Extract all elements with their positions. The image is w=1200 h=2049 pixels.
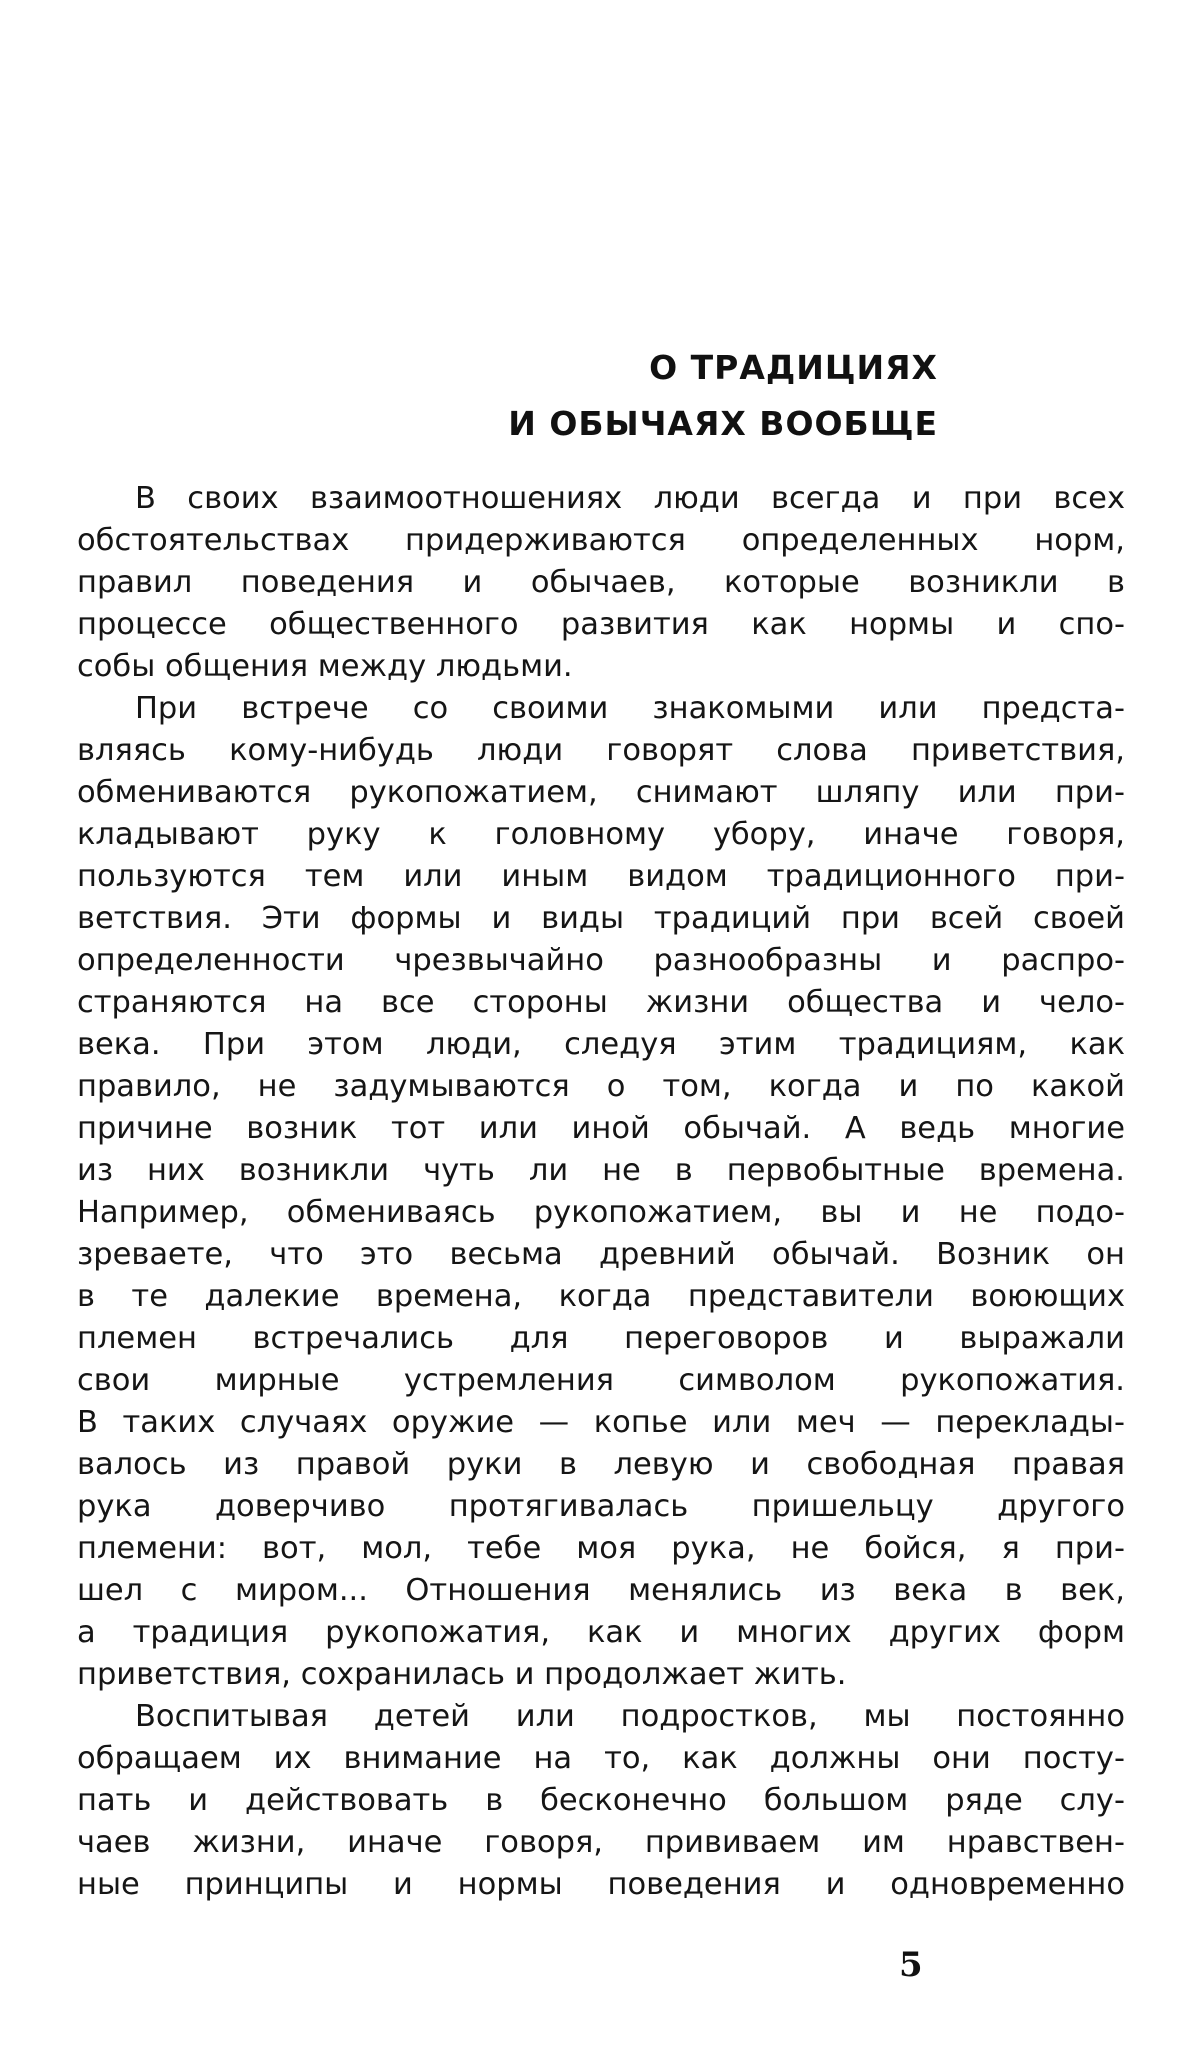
text-line: правило, не задумываются о том, когда и по какой: [77, 1069, 1125, 1104]
text-line: определенности чрезвычайно разнообразны и распро-: [77, 943, 1125, 978]
text-line: вляясь кому-нибудь люди говорят слова приветствия,: [77, 733, 1125, 768]
paragraph-1: [77, 478, 1125, 688]
text-line: обмениваются рукопожатием, снимают шляпу или при-: [77, 775, 1125, 810]
text-line: обращаем их внимание на то, как должны они посту-: [77, 1741, 1125, 1776]
text-line: ветствия. Эти формы и виды традиций при всей своей: [77, 901, 1125, 936]
text-line: племен встречались для переговоров и выражали: [77, 1321, 1125, 1356]
text-line: пать и действовать в бесконечно большом ряде слу-: [77, 1783, 1125, 1818]
text-line: При встрече со своими знакомыми или предста-: [135, 691, 1125, 726]
text-line: В своих взаимоотношениях люди всегда и при всех: [135, 481, 1125, 516]
chapter-heading: [508, 340, 938, 452]
page-number: 5: [899, 1945, 923, 1985]
text-line: из них возникли чуть ли не в первобытные времена.: [77, 1153, 1125, 1188]
text-line: правил поведения и обычаев, которые возникли в: [77, 565, 1125, 600]
chapter-heading-line-2: И ОБЫЧАЯХ ВООБЩЕ: [508, 404, 938, 443]
text-line: Например, обмениваясь рукопожатием, вы и не подо-: [77, 1195, 1125, 1230]
text-line: кладывают руку к головному убору, иначе говоря,: [77, 817, 1125, 852]
text-line: страняются на все стороны жизни общества и чело-: [77, 985, 1125, 1020]
text-line: зреваете, что это весьма древний обычай. Возник он: [77, 1237, 1125, 1272]
text-line: обстоятельствах придерживаются определенных норм,: [77, 523, 1125, 558]
text-line: собы общения между людьми.: [77, 649, 573, 684]
text-line: валось из правой руки в левую и свободная правая: [77, 1447, 1125, 1482]
body-text: [77, 478, 1125, 1906]
text-line: века. При этом люди, следуя этим традициям, как: [77, 1027, 1125, 1062]
text-line: а традиция рукопожатия, как и многих других форм: [77, 1615, 1125, 1650]
text-line: Воспитывая детей или подростков, мы постоянно: [135, 1699, 1125, 1734]
text-line: процессе общественного развития как нормы и спо-: [77, 607, 1125, 642]
text-line: шел с миром... Отношения менялись из века в век,: [77, 1573, 1125, 1608]
text-line: пользуются тем или иным видом традиционного при-: [77, 859, 1125, 894]
text-line: причине возник тот или иной обычай. А ведь многие: [77, 1111, 1125, 1146]
chapter-heading-line-1: О ТРАДИЦИЯХ: [649, 348, 938, 387]
text-line: В таких случаях оружие — копье или меч — переклады-: [77, 1405, 1125, 1440]
paragraph-3: [77, 1696, 1125, 1906]
text-line: в те далекие времена, когда представители воюющих: [77, 1279, 1125, 1314]
text-line: ные принципы и нормы поведения и одновременно: [77, 1867, 1125, 1902]
text-line: чаев жизни, иначе говоря, прививаем им нравствен-: [77, 1825, 1125, 1860]
text-line: рука доверчиво протягивалась пришельцу другого: [77, 1489, 1125, 1524]
text-line: племени: вот, мол, тебе моя рука, не бойся, я при-: [77, 1531, 1125, 1566]
paragraph-2: [77, 688, 1125, 1696]
text-line: приветствия, сохранилась и продолжает жить.: [77, 1657, 847, 1692]
text-line: свои мирные устремления символом рукопожатия.: [77, 1363, 1125, 1398]
